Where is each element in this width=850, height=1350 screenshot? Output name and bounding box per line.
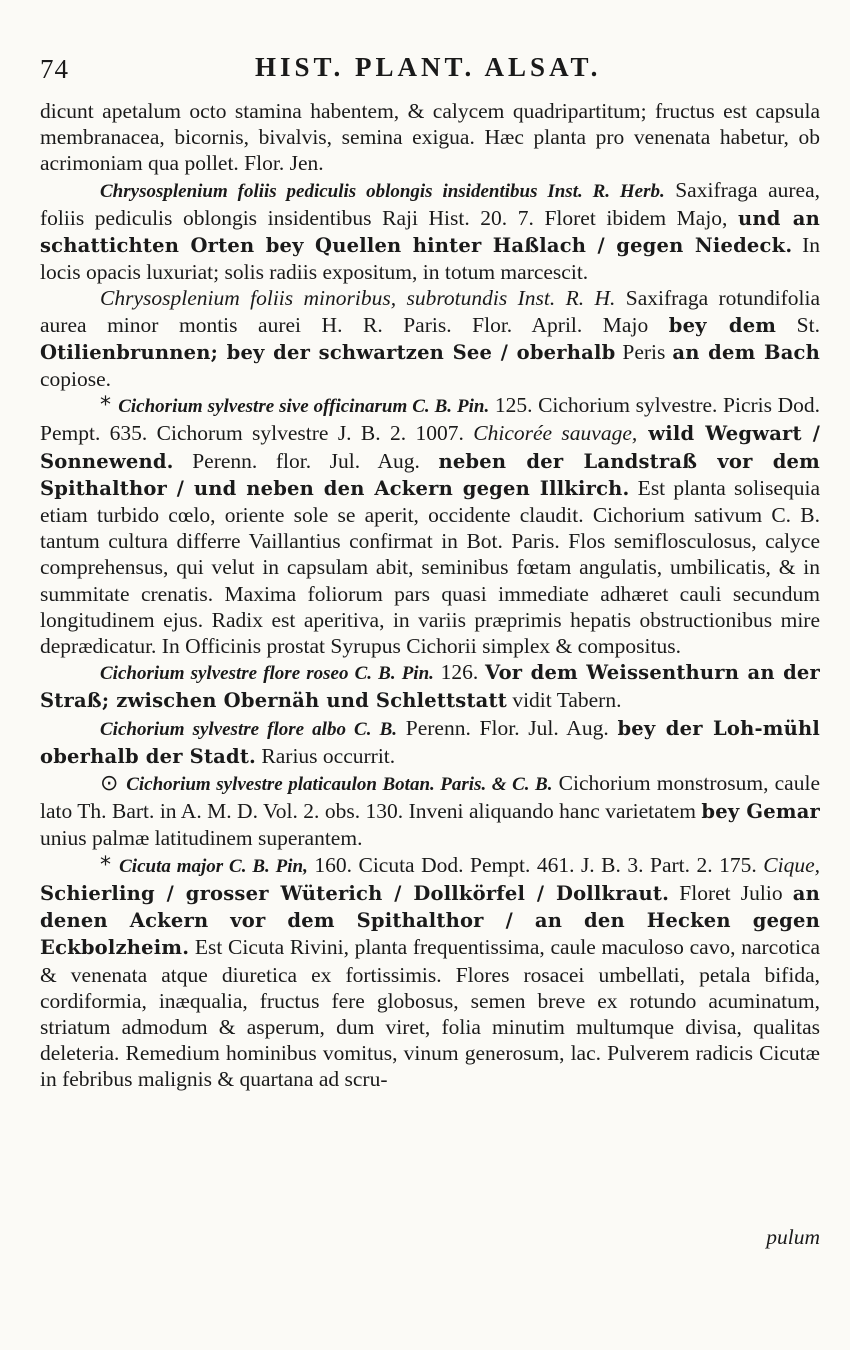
latin-text: Saxifraga rotundifolia aurea minor montis aurei H. R. Paris. Flor. April. Majo: [40, 286, 820, 337]
latin-text: Saxifraga aurea, foliis pediculis oblongis insidentibus Raji Hist. 20. 7. Floret ibidem Majo,: [40, 177, 820, 230]
botanical-name: Chrysosplenium foliis minoribus, subrotundis Inst. R. H.: [100, 286, 616, 311]
german-text: und an schattichten Orten bey Quellen hinter Haßlach / gegen Niedeck.: [40, 206, 820, 258]
latin-text: St.: [776, 312, 820, 337]
paragraph: [40, 852, 820, 1093]
running-title: HIST. PLANT. ALSAT.: [255, 52, 602, 82]
botanical-name: Cique,: [763, 852, 821, 877]
latin-text: 160. Cicuta Dod. Pempt. 461. J. B. 3. Part. 2. 175.: [307, 852, 764, 877]
latin-text: Perenn. Flor. Jul. Aug.: [397, 715, 618, 740]
german-text: Vor dem Weissenthurn an der Straß; zwischen Obernäh und Schlettstatt: [40, 661, 820, 713]
symbol-mark: ⊙: [100, 771, 127, 797]
page-number: 74: [40, 54, 69, 84]
latin-text: Rarius occurrit.: [256, 743, 396, 768]
latin-text: vidit Tabern.: [506, 688, 622, 713]
botanical-name: Cichorium sylvestre flore albo C. B.: [100, 718, 398, 740]
body-text: [40, 98, 820, 1093]
latin-text: Est planta solisequia etiam turbido cœlo, oriente sole se aperit, occidente claudit. Cichorium sativum C. B. tantum cultura differre Vaillantius confirmat in Bot. Paris. Flos semiflosculosus, calyce comprehensus, qui velut in capsulam abit, seminibus fœtam angulatis, umbilicatis, & in summitate crenatis. Maxima foliorum pars quasi immediate adhæret cauli secundum longitudinem ejus. Radix est aperitiva, in variis præprimis hepatis obstructionibus mire deprædicatur. In Officinis prostat Syrupus Cichorii simplex & compositus.: [40, 475, 820, 659]
latin-text: Cichorium monstrosum, caule lato Th. Bart. in A. M. D. Vol. 2. obs. 130. Inveni aliquando hanc varietatem: [40, 771, 820, 824]
paragraph: [40, 177, 820, 286]
latin-text: dicunt apetalum octo stamina habentem, & calycem quadripartitum; fructus est capsula membranacea, bicornis, bivalvis, semina exigua. Hæc planta pro venenata habetur, ob acrimoniam qua pollet. Flor. Jen.: [40, 99, 820, 176]
german-text: bey Gemar: [701, 800, 820, 824]
german-text: Otilienbrunnen; bey der schwartzen See / oberhalb: [40, 340, 616, 364]
german-text: neben der Landstraß vor dem Spithalthor / und neben den Ackern gegen Illkirch.: [40, 449, 820, 500]
german-text: bey der Loh-mühl oberhalb der Stadt.: [40, 716, 820, 768]
german-text: bey dem: [668, 313, 777, 337]
paragraph: [40, 659, 820, 714]
german-text: an denen Ackern vor dem Spithalthor / an den Hecken gegen Eckbolzheim.: [40, 881, 820, 960]
paragraph: [40, 715, 820, 770]
latin-text: unius palmæ latitudinem superantem.: [40, 826, 363, 851]
paragraph: [40, 285, 820, 392]
botanical-name: Chrysosplenium foliis pediculis oblongis insidentibus Inst. R. Herb.: [100, 180, 665, 202]
latin-text: Floret Julio: [669, 880, 793, 905]
paragraph: [40, 392, 820, 659]
botanical-name: Cichorium sylvestre flore roseo C. B. Pin.: [100, 663, 434, 685]
paragraph: [40, 770, 820, 852]
german-text: an dem Bach: [672, 340, 821, 364]
page-header: [40, 50, 820, 90]
german-text: Schierling / grosser Wüterich / Dollkörfel / Dollkraut.: [40, 881, 670, 905]
latin-text: Est Cicuta Rivini, planta frequentissima, caule maculoso cavo, narcotica & venenata atque diuretica ex fortissimis. Flores rosacei umbellati, petala bifida, cordiformia, inæqualia, fructus fere globosus, semen breve ex rotundo acuminatum, striatum admodum & asperum, dum viret, folia minutim multumque divisa, qualitas deleteria. Remedium hominibus vomitus, vinum generosum, lac. Pulverem radicis Cicutæ in febribus malignis & quartana ad scru-: [40, 935, 820, 1092]
german-text: wild Wegwart / Sonnewend.: [40, 422, 821, 473]
symbol-mark: *: [100, 393, 119, 419]
latin-text: copiose.: [40, 367, 112, 392]
latin-text: In locis opacis luxuriat; solis radiis expositum, in totum marcescit.: [40, 233, 820, 285]
botanical-name: Cichorium sylvestre sive officinarum C. B. Pin.: [118, 396, 490, 418]
paragraph: [40, 98, 820, 177]
botanical-name: Chicorée sauvage,: [473, 421, 638, 446]
latin-text: 125. Cichorium sylvestre. Picris Dod. Pempt. 635. Cichorum sylvestre J. B. 2. 1007.: [40, 393, 821, 446]
catchword: pulum: [766, 1225, 820, 1249]
symbol-mark: *: [100, 852, 120, 878]
botanical-name: Cichorium sylvestre platicaulon Botan. Paris. & C. B.: [126, 774, 553, 796]
botanical-name: Cicuta major C. B. Pin,: [119, 855, 308, 877]
latin-text: Peris: [615, 339, 673, 364]
latin-text: Perenn. flor. Jul. Aug.: [173, 448, 439, 473]
latin-text: 126.: [433, 660, 486, 685]
